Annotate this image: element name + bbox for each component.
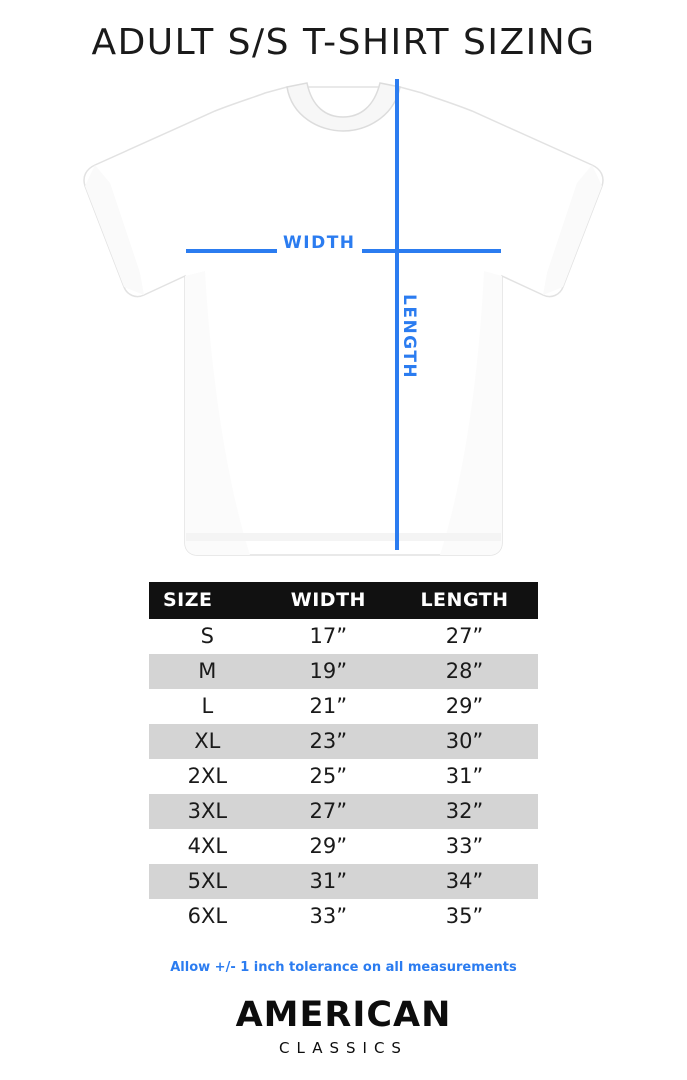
- cell-width: 25”: [266, 759, 391, 794]
- table-row: [149, 759, 538, 794]
- cell-length: 28”: [391, 654, 538, 689]
- cell-size: L: [149, 689, 266, 724]
- brand-logo: [0, 995, 687, 1057]
- size-table-wrapper: [149, 582, 538, 934]
- cell-size: 5XL: [149, 864, 266, 899]
- table-row: [149, 689, 538, 724]
- cell-size: 6XL: [149, 899, 266, 934]
- cell-width: 23”: [266, 724, 391, 759]
- column-header-size: SIZE: [149, 582, 266, 619]
- cell-width: 33”: [266, 899, 391, 934]
- table-row: [149, 794, 538, 829]
- table-header: [149, 582, 538, 619]
- cell-length: 33”: [391, 829, 538, 864]
- cell-length: 34”: [391, 864, 538, 899]
- table-row: [149, 724, 538, 759]
- length-label: LENGTH: [399, 288, 419, 385]
- brand-name: AMERICAN: [235, 995, 452, 1035]
- cell-width: 21”: [266, 689, 391, 724]
- table-row: [149, 864, 538, 899]
- cell-size: 3XL: [149, 794, 266, 829]
- size-table: [149, 582, 538, 934]
- cell-size: S: [149, 619, 266, 654]
- table-row: [149, 654, 538, 689]
- brand-subtitle: CLASSICS: [279, 1039, 408, 1057]
- cell-width: 27”: [266, 794, 391, 829]
- cell-size: M: [149, 654, 266, 689]
- table-row: [149, 619, 538, 654]
- tolerance-note: Allow +/- 1 inch tolerance on all measurements: [170, 960, 517, 975]
- cell-length: 32”: [391, 794, 538, 829]
- cell-length: 30”: [391, 724, 538, 759]
- cell-width: 19”: [266, 654, 391, 689]
- column-header-length: LENGTH: [391, 582, 538, 619]
- cell-length: 27”: [391, 619, 538, 654]
- cell-length: 29”: [391, 689, 538, 724]
- shirt-diagram: [0, 73, 687, 563]
- cell-size: 4XL: [149, 829, 266, 864]
- cell-size: XL: [149, 724, 266, 759]
- column-header-width: WIDTH: [266, 582, 391, 619]
- table-header-row: [149, 582, 538, 619]
- table-row: [149, 899, 538, 934]
- cell-size: 2XL: [149, 759, 266, 794]
- cell-width: 31”: [266, 864, 391, 899]
- cell-width: 29”: [266, 829, 391, 864]
- tshirt-illustration: [0, 73, 687, 563]
- cell-length: 31”: [391, 759, 538, 794]
- cell-width: 17”: [266, 619, 391, 654]
- table-row: [149, 829, 538, 864]
- table-body: [149, 619, 538, 934]
- cell-length: 35”: [391, 899, 538, 934]
- page-title: ADULT S/S T-SHIRT SIZING: [91, 22, 596, 63]
- width-label: WIDTH: [277, 233, 362, 253]
